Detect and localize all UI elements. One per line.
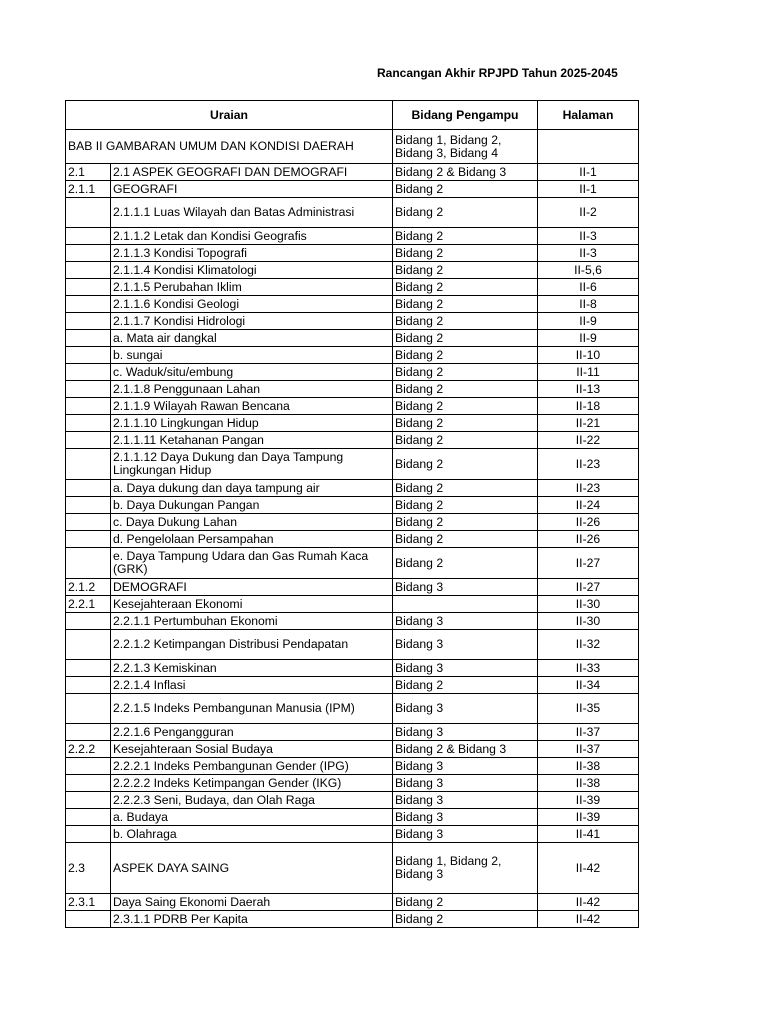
row-number: 2.1.2 <box>66 579 111 596</box>
row-number <box>66 758 111 775</box>
row-bidang: Bidang 2 & Bidang 3 <box>393 741 538 758</box>
row-number <box>66 313 111 330</box>
table-row <box>66 579 639 596</box>
row-number <box>66 694 111 724</box>
row-number <box>66 364 111 381</box>
row-halaman: II-37 <box>538 724 639 741</box>
row-halaman: II-27 <box>538 548 639 579</box>
row-bidang <box>393 596 538 613</box>
row-number <box>66 548 111 579</box>
table-row <box>66 164 639 181</box>
table-row <box>66 245 639 262</box>
row-halaman: II-8 <box>538 296 639 313</box>
row-bidang: Bidang 2 <box>393 381 538 398</box>
row-title: b. sungai <box>111 347 393 364</box>
table-row <box>66 724 639 741</box>
row-number <box>66 228 111 245</box>
row-bidang: Bidang 2 <box>393 347 538 364</box>
table-row <box>66 894 639 911</box>
row-number <box>66 826 111 843</box>
row-number <box>66 245 111 262</box>
row-title: 2.1.1.12 Daya Dukung dan Daya Tampung Lingkungan Hidup <box>111 449 393 480</box>
row-halaman: II-35 <box>538 694 639 724</box>
table-row <box>66 415 639 432</box>
row-number: 2.3 <box>66 843 111 894</box>
table-row <box>66 660 639 677</box>
row-number <box>66 809 111 826</box>
row-halaman: II-32 <box>538 630 639 660</box>
row-halaman: II-30 <box>538 596 639 613</box>
row-title: 2.1 ASPEK GEOGRAFI DAN DEMOGRAFI <box>111 164 393 181</box>
row-bidang: Bidang 2 & Bidang 3 <box>393 164 538 181</box>
row-title: DEMOGRAFI <box>111 579 393 596</box>
row-halaman: II-26 <box>538 531 639 548</box>
row-bidang: Bidang 3 <box>393 613 538 630</box>
row-halaman: II-24 <box>538 497 639 514</box>
row-title: 2.2.2.1 Indeks Pembangunan Gender (IPG) <box>111 758 393 775</box>
row-title: c. Waduk/situ/embung <box>111 364 393 381</box>
row-bidang: Bidang 2 <box>393 415 538 432</box>
row-bidang: Bidang 2 <box>393 497 538 514</box>
row-title: 2.1.1.8 Penggunaan Lahan <box>111 381 393 398</box>
table-row <box>66 694 639 724</box>
table-header-row <box>66 101 639 130</box>
column-header-bidang: Bidang Pengampu <box>393 101 538 130</box>
table-row <box>66 775 639 792</box>
row-halaman: II-5,6 <box>538 262 639 279</box>
row-bidang: Bidang 2 <box>393 296 538 313</box>
row-bidang: Bidang 2 <box>393 198 538 228</box>
row-bidang: Bidang 2 <box>393 432 538 449</box>
table-row <box>66 630 639 660</box>
row-bidang: Bidang 3 <box>393 826 538 843</box>
row-number <box>66 792 111 809</box>
row-bidang: Bidang 2 <box>393 398 538 415</box>
table-row <box>66 198 639 228</box>
row-halaman: II-3 <box>538 228 639 245</box>
row-bidang: Bidang 2 <box>393 228 538 245</box>
row-number <box>66 630 111 660</box>
row-halaman: II-10 <box>538 347 639 364</box>
row-halaman: II-38 <box>538 758 639 775</box>
row-title: 2.1.1.9 Wilayah Rawan Bencana <box>111 398 393 415</box>
row-halaman: II-23 <box>538 480 639 497</box>
row-number <box>66 613 111 630</box>
row-number <box>66 198 111 228</box>
row-title: ASPEK DAYA SAING <box>111 843 393 894</box>
row-number <box>66 347 111 364</box>
row-bidang: Bidang 2 <box>393 480 538 497</box>
row-number <box>66 911 111 928</box>
row-title: 2.1.1.3 Kondisi Topografi <box>111 245 393 262</box>
table-row <box>66 432 639 449</box>
row-halaman: II-30 <box>538 613 639 630</box>
row-halaman: II-6 <box>538 279 639 296</box>
row-number: 2.1 <box>66 164 111 181</box>
row-number <box>66 724 111 741</box>
chapter-bidang: Bidang 1, Bidang 2, Bidang 3, Bidang 4 <box>393 130 538 164</box>
row-title: 2.1.1.1 Luas Wilayah dan Batas Administrasi <box>111 198 393 228</box>
row-halaman: II-9 <box>538 313 639 330</box>
row-number <box>66 531 111 548</box>
table-row <box>66 497 639 514</box>
table-row <box>66 449 639 480</box>
table-row <box>66 514 639 531</box>
column-header-uraian: Uraian <box>66 101 393 130</box>
table-row <box>66 548 639 579</box>
row-title: 2.2.2.2 Indeks Ketimpangan Gender (IKG) <box>111 775 393 792</box>
row-bidang: Bidang 2 <box>393 894 538 911</box>
row-halaman: II-21 <box>538 415 639 432</box>
table-row <box>66 398 639 415</box>
row-bidang: Bidang 2 <box>393 548 538 579</box>
row-title: 2.1.1.6 Kondisi Geologi <box>111 296 393 313</box>
row-bidang: Bidang 2 <box>393 330 538 347</box>
row-number <box>66 432 111 449</box>
row-title: 2.2.2.3 Seni, Budaya, dan Olah Raga <box>111 792 393 809</box>
row-bidang: Bidang 2 <box>393 364 538 381</box>
chapter-row <box>66 130 639 164</box>
row-halaman: II-18 <box>538 398 639 415</box>
row-halaman: II-38 <box>538 775 639 792</box>
table-row <box>66 347 639 364</box>
row-number <box>66 449 111 480</box>
row-bidang: Bidang 2 <box>393 279 538 296</box>
row-title: e. Daya Tampung Udara dan Gas Rumah Kaca (GRK) <box>111 548 393 579</box>
row-number <box>66 296 111 313</box>
row-halaman: II-11 <box>538 364 639 381</box>
row-title: Kesejahteraan Ekonomi <box>111 596 393 613</box>
row-title: 2.1.1.10 Lingkungan Hidup <box>111 415 393 432</box>
row-halaman: II-1 <box>538 181 639 198</box>
row-number <box>66 775 111 792</box>
row-number: 2.2.1 <box>66 596 111 613</box>
row-bidang: Bidang 3 <box>393 792 538 809</box>
row-number: 2.3.1 <box>66 894 111 911</box>
row-bidang: Bidang 3 <box>393 694 538 724</box>
row-bidang: Bidang 3 <box>393 758 538 775</box>
table-row <box>66 741 639 758</box>
row-bidang: Bidang 2 <box>393 245 538 262</box>
row-title: b. Olahraga <box>111 826 393 843</box>
row-halaman: II-33 <box>538 660 639 677</box>
column-header-halaman: Halaman <box>538 101 639 130</box>
table-row <box>66 809 639 826</box>
row-bidang: Bidang 2 <box>393 514 538 531</box>
row-title: 2.1.1.11 Ketahanan Pangan <box>111 432 393 449</box>
row-title: Kesejahteraan Sosial Budaya <box>111 741 393 758</box>
row-bidang: Bidang 3 <box>393 630 538 660</box>
row-halaman: II-26 <box>538 514 639 531</box>
row-halaman: II-42 <box>538 894 639 911</box>
row-title: Daya Saing Ekonomi Daerah <box>111 894 393 911</box>
row-bidang: Bidang 3 <box>393 809 538 826</box>
row-title: 2.1.1.2 Letak dan Kondisi Geografis <box>111 228 393 245</box>
table-row <box>66 228 639 245</box>
table-row <box>66 181 639 198</box>
chapter-halaman <box>538 130 639 164</box>
row-number <box>66 677 111 694</box>
row-halaman: II-39 <box>538 792 639 809</box>
row-title: 2.2.1.1 Pertumbuhan Ekonomi <box>111 613 393 630</box>
table-row <box>66 364 639 381</box>
row-title: 2.2.1.4 Inflasi <box>111 677 393 694</box>
row-title: 2.1.1.7 Kondisi Hidrologi <box>111 313 393 330</box>
row-halaman: II-34 <box>538 677 639 694</box>
row-halaman: II-37 <box>538 741 639 758</box>
row-bidang: Bidang 2 <box>393 531 538 548</box>
row-number <box>66 381 111 398</box>
row-bidang: Bidang 1, Bidang 2, Bidang 3 <box>393 843 538 894</box>
table-row <box>66 758 639 775</box>
row-title: 2.1.1.5 Perubahan Iklim <box>111 279 393 296</box>
table-row <box>66 911 639 928</box>
chapter-title: BAB II GAMBARAN UMUM DAN KONDISI DAERAH <box>66 130 393 164</box>
row-halaman: II-27 <box>538 579 639 596</box>
row-number <box>66 480 111 497</box>
row-title: 2.3.1.1 PDRB Per Kapita <box>111 911 393 928</box>
table-row <box>66 330 639 347</box>
table-row <box>66 262 639 279</box>
table-row <box>66 826 639 843</box>
table-row <box>66 792 639 809</box>
row-title: 2.2.1.5 Indeks Pembangunan Manusia (IPM) <box>111 694 393 724</box>
row-number <box>66 497 111 514</box>
row-bidang: Bidang 2 <box>393 262 538 279</box>
row-bidang: Bidang 2 <box>393 181 538 198</box>
row-number <box>66 330 111 347</box>
row-halaman: II-13 <box>538 381 639 398</box>
row-halaman: II-3 <box>538 245 639 262</box>
row-number: 2.2.2 <box>66 741 111 758</box>
row-halaman: II-39 <box>538 809 639 826</box>
table-row <box>66 480 639 497</box>
row-number <box>66 279 111 296</box>
table-row <box>66 613 639 630</box>
row-halaman: II-9 <box>538 330 639 347</box>
row-title: 2.2.1.3 Kemiskinan <box>111 660 393 677</box>
row-number <box>66 262 111 279</box>
row-title: a. Daya dukung dan daya tampung air <box>111 480 393 497</box>
row-title: 2.1.1.4 Kondisi Klimatologi <box>111 262 393 279</box>
row-halaman: II-41 <box>538 826 639 843</box>
table-row <box>66 313 639 330</box>
row-title: a. Budaya <box>111 809 393 826</box>
row-bidang: Bidang 2 <box>393 449 538 480</box>
table-row <box>66 279 639 296</box>
row-number <box>66 398 111 415</box>
row-number: 2.1.1 <box>66 181 111 198</box>
row-bidang: Bidang 2 <box>393 911 538 928</box>
table-row <box>66 596 639 613</box>
row-bidang: Bidang 2 <box>393 313 538 330</box>
row-number <box>66 660 111 677</box>
row-number <box>66 415 111 432</box>
row-bidang: Bidang 3 <box>393 775 538 792</box>
row-bidang: Bidang 3 <box>393 579 538 596</box>
row-title: 2.2.1.2 Ketimpangan Distribusi Pendapatan <box>111 630 393 660</box>
row-title: a. Mata air dangkal <box>111 330 393 347</box>
row-bidang: Bidang 3 <box>393 660 538 677</box>
row-number <box>66 514 111 531</box>
table-row <box>66 296 639 313</box>
table-row <box>66 531 639 548</box>
row-halaman: II-2 <box>538 198 639 228</box>
table-row <box>66 843 639 894</box>
row-bidang: Bidang 3 <box>393 724 538 741</box>
row-halaman: II-23 <box>538 449 639 480</box>
row-title: d. Pengelolaan Persampahan <box>111 531 393 548</box>
document-header-title: Rancangan Akhir RPJPD Tahun 2025-2045 <box>377 66 618 80</box>
table-of-contents <box>65 100 639 928</box>
row-halaman: II-1 <box>538 164 639 181</box>
row-halaman: II-42 <box>538 843 639 894</box>
table-row <box>66 381 639 398</box>
row-title: b. Daya Dukungan Pangan <box>111 497 393 514</box>
row-halaman: II-22 <box>538 432 639 449</box>
row-halaman: II-42 <box>538 911 639 928</box>
row-title: 2.2.1.6 Pengangguran <box>111 724 393 741</box>
table-row <box>66 677 639 694</box>
row-bidang: Bidang 2 <box>393 677 538 694</box>
row-title: GEOGRAFI <box>111 181 393 198</box>
row-title: c. Daya Dukung Lahan <box>111 514 393 531</box>
